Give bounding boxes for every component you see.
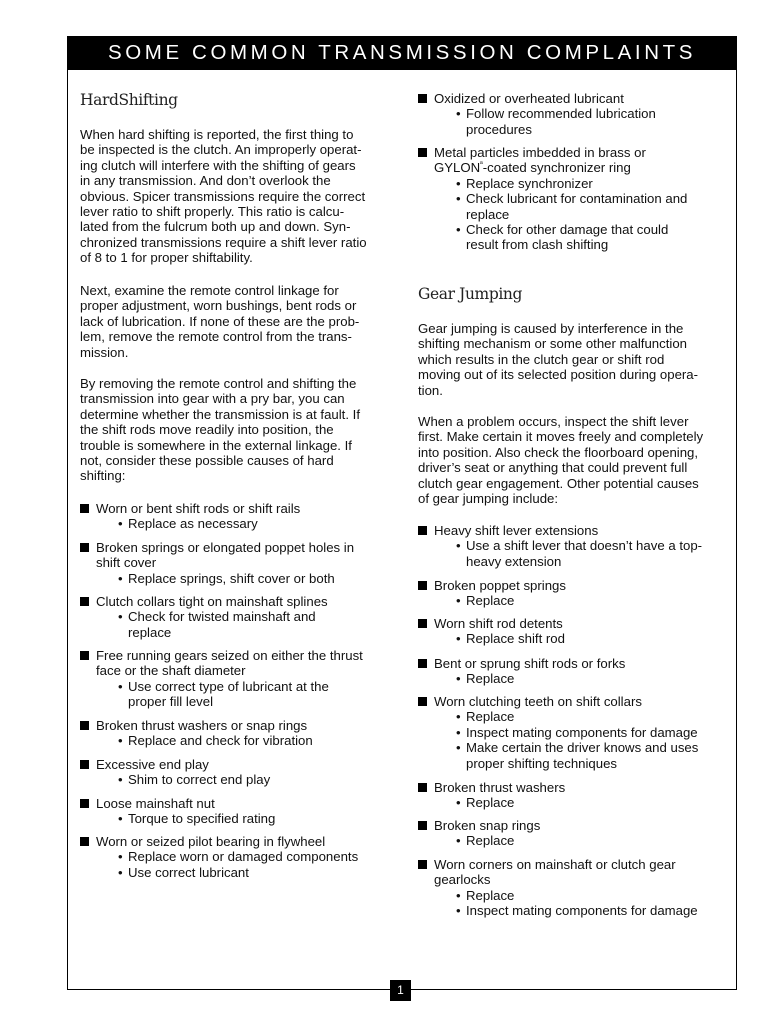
paragraph-line: into position. Also check the floorboard opening,: [418, 444, 699, 460]
paragraph-line: Gear jumping is caused by interference in the: [418, 321, 684, 336]
list-item-remedy-line: • Make certain the driver knows and uses: [466, 740, 699, 756]
list-item: [418, 616, 565, 647]
list-item-remedy-line: • Check for twisted mainshaft and: [128, 609, 316, 625]
list-item-remedy-line: heavy extension: [466, 553, 562, 569]
list-item-title-line: Worn clutching teeth on shift collars: [434, 694, 642, 709]
list-item-title-line: Broken poppet springs: [434, 578, 566, 593]
list-item-title: [96, 834, 358, 849]
list-item-title-line: Worn or bent shift rods or shift rails: [96, 501, 301, 516]
list-item-remedy: [456, 631, 565, 646]
list-item-title: [96, 594, 328, 609]
paragraph-line: shifting mechanism or some other malfunction: [418, 336, 687, 352]
list-item-remedy: [118, 571, 354, 586]
square-bullet-icon: [418, 581, 427, 590]
list-item-remedy-line: result from clash shifting: [466, 237, 609, 253]
list-item-title: [434, 523, 702, 538]
list-item-title-line: Worn shift rod detents: [434, 616, 563, 631]
paragraph-line: When a problem occurs, inspect the shift lever: [418, 414, 689, 429]
list-item-title-line: Broken thrust washers: [434, 780, 566, 795]
list-item-title-line: $GYLON^ª$-coated synchronizer ring: [434, 160, 631, 176]
list-item-remedy: [456, 725, 698, 740]
paragraph-line: in any transmission. And don’t overlook the: [80, 173, 331, 189]
list-item-remedy-line: • Inspect mating components for damage: [466, 903, 698, 919]
list-item-title: [434, 578, 566, 593]
list-item-remedy-line: • Torque to specified rating: [128, 811, 276, 827]
paragraph: [80, 376, 360, 484]
paragraph-line: lack of lubrication. If none of these are the prob-: [80, 313, 360, 329]
list-item-title-line: Oxidized or overheated lubricant: [434, 91, 624, 106]
list-item-remedy: [456, 593, 566, 608]
list-item: [418, 145, 687, 253]
list-item-remedy: [456, 222, 687, 253]
paragraph-line: determine whether the transmission is at fault. If: [80, 406, 360, 422]
square-bullet-icon: [418, 94, 427, 103]
list-item-remedy-line: • Replace: [466, 833, 515, 849]
list-item: [80, 540, 354, 586]
list-item-remedy: [118, 609, 328, 640]
list-item: [80, 834, 358, 880]
list-item-title: [96, 501, 300, 516]
paragraph-line: When hard shifting is reported, the first thing to: [80, 127, 354, 142]
list-item-remedy-line: • Replace: [466, 709, 515, 725]
paragraph-line: chronized transmissions require a shift lever ratio: [80, 234, 367, 250]
list-item-remedy: [456, 833, 540, 848]
list-item-title: [96, 796, 275, 811]
list-item-remedy-line: • Replace: [466, 887, 515, 903]
list-item-remedy: [118, 772, 270, 787]
paragraph: [80, 127, 367, 266]
paragraph: [418, 414, 703, 506]
list-item-remedy: [118, 516, 300, 531]
square-bullet-icon: [80, 799, 89, 808]
square-bullet-icon: [80, 504, 89, 513]
square-bullet-icon: [80, 543, 89, 552]
list-item: [80, 796, 275, 827]
paragraph-line: lever ratio to shift properly. This ratio is calcu-: [80, 204, 345, 220]
list-item-remedy: [118, 811, 275, 826]
list-item: [80, 718, 313, 749]
list-item-remedy-line: replace: [128, 624, 172, 640]
list-item: [418, 780, 565, 811]
paragraph-line: of 8 to 1 for proper shiftability.: [80, 250, 253, 266]
square-bullet-icon: [80, 837, 89, 846]
page-title: SOME COMMON TRANSMISSION COMPLAINTS: [67, 36, 737, 70]
square-bullet-icon: [418, 659, 427, 668]
paragraph: [80, 283, 359, 360]
section-heading-gear-jumping: Gear Jumping: [418, 285, 523, 303]
paragraph-line: the shift rods move readily into position, the: [80, 422, 334, 438]
list-item-remedy: [118, 865, 358, 880]
list-item-remedy-line: • Replace: [466, 593, 515, 609]
square-bullet-icon: [418, 821, 427, 830]
list-item-remedy-line: • Replace: [466, 671, 515, 687]
paragraph-line: be inspected is the clutch. An improperly operat-: [80, 142, 362, 158]
list-item-remedy: [456, 740, 698, 771]
list-item: [80, 757, 270, 788]
paragraph-line: By removing the remote control and shifting the: [80, 376, 357, 391]
paragraph-line: which results in the clutch gear or shift rod: [418, 351, 665, 367]
list-item-remedy: [118, 849, 358, 864]
square-bullet-icon: [80, 760, 89, 769]
paragraph-line: obvious. Spicer transmissions require the correct: [80, 188, 366, 204]
paragraph-line: first. Make certain it moves freely and completely: [418, 429, 704, 445]
square-bullet-icon: [80, 651, 89, 660]
list-item-title-line: Broken snap rings: [434, 818, 541, 833]
list-item-remedy-line: • Inspect mating components for damage: [466, 724, 698, 740]
section-heading-hard-shifting: HardShifting: [80, 91, 178, 109]
list-item-remedy-line: • Use a shift lever that doesn’t have a top-: [466, 538, 703, 554]
list-item-remedy: [456, 176, 687, 191]
list-item-remedy-line: • Use correct type of lubricant at the: [128, 678, 329, 694]
paragraph-line: transmission into gear with a pry bar, you can: [80, 391, 345, 407]
paragraph-line: driver’s seat or anything that could prevent full: [418, 460, 688, 476]
paragraph-line: of gear jumping include:: [418, 491, 559, 507]
list-item-title-line: Heavy shift lever extensions: [434, 523, 599, 538]
list-item-remedy-line: • Shim to correct end play: [128, 772, 271, 788]
list-item-title-line: Broken springs or elongated poppet holes in: [96, 540, 355, 555]
list-item-title-line: Loose mainshaft nut: [96, 796, 215, 811]
list-item-remedy: [118, 679, 363, 710]
list-item-title: [96, 757, 270, 772]
list-item: [80, 648, 363, 710]
list-item-title: [434, 145, 687, 176]
list-item-remedy: [118, 733, 313, 748]
list-item-remedy-line: • Replace worn or damaged components: [128, 849, 359, 865]
list-item-remedy: [456, 903, 698, 918]
square-bullet-icon: [418, 783, 427, 792]
list-item-title-line: Free running gears seized on either the thrust: [96, 648, 363, 663]
list-item-remedy-line: • Replace synchronizer: [466, 175, 593, 191]
paragraph-line: moving out of its selected position during opera-: [418, 367, 699, 383]
list-item-title: [434, 857, 698, 888]
list-item: [418, 694, 698, 771]
list-item: [418, 818, 540, 849]
list-item-remedy-line: • Replace shift rod: [466, 631, 565, 647]
list-item-title-line: Excessive end play: [96, 757, 209, 772]
list-item-title: [434, 694, 698, 709]
paragraph: [418, 321, 698, 398]
list-item-remedy-line: replace: [466, 206, 510, 222]
square-bullet-icon: [80, 597, 89, 606]
paragraph-line: proper adjustment, worn bushings, bent rods or: [80, 298, 357, 314]
list-item-remedy: [456, 795, 565, 810]
list-item-title-line: face or the shaft diameter: [96, 663, 246, 679]
list-item: [418, 578, 566, 609]
list-item-remedy: [456, 538, 702, 569]
list-item-title-line: Bent or sprung shift rods or forks: [434, 656, 626, 671]
list-item-title-line: Broken thrust washers or snap rings: [96, 718, 308, 733]
paragraph-line: not, consider these possible causes of hard: [80, 453, 334, 469]
paragraph-line: Next, examine the remote control linkage for: [80, 283, 339, 298]
square-bullet-icon: [418, 619, 427, 628]
list-item-title-line: Metal particles imbedded in brass or: [434, 145, 646, 160]
list-item-remedy-line: • Use correct lubricant: [128, 864, 249, 880]
list-item-title: [96, 648, 363, 679]
list-item-remedy-line: procedures: [466, 121, 532, 137]
paragraph-line: lated from the fulcrum both up and down. Syn-: [80, 219, 351, 235]
list-item-remedy-line: • Replace as necessary: [128, 516, 258, 532]
list-item-remedy: [456, 671, 625, 686]
list-item-remedy: [456, 888, 698, 903]
list-item: [418, 857, 698, 919]
list-item-title-line: gearlocks: [434, 872, 491, 888]
list-item: [80, 594, 328, 640]
paragraph-line: mission.: [80, 344, 129, 360]
list-item-title: [434, 91, 656, 106]
list-item-title-line: Clutch collars tight on mainshaft splines: [96, 594, 328, 609]
square-bullet-icon: [418, 860, 427, 869]
list-item: [418, 523, 702, 569]
list-item-title: [96, 540, 354, 571]
list-item-remedy: [456, 106, 656, 137]
paragraph-line: lem, remove the remote control from the trans-: [80, 329, 352, 345]
list-item: [418, 656, 625, 687]
list-item-title-line: Worn corners on mainshaft or clutch gear: [434, 857, 676, 872]
list-item-remedy: [456, 191, 687, 222]
list-item-remedy-line: proper fill level: [128, 694, 214, 710]
list-item-remedy-line: • Follow recommended lubrication: [466, 106, 656, 122]
list-item-remedy: [456, 709, 698, 724]
paragraph-line: tion.: [418, 382, 443, 398]
list-item-title-line: Worn or seized pilot bearing in flywheel: [96, 834, 326, 849]
square-bullet-icon: [80, 721, 89, 730]
list-item: [418, 91, 656, 137]
list-item-remedy-line: • Replace and check for vibration: [128, 733, 313, 749]
list-item: [80, 501, 300, 532]
list-item-remedy-line: proper shifting techniques: [466, 755, 618, 771]
list-item-title-line: shift cover: [96, 555, 157, 571]
page-number: 1: [390, 980, 411, 1001]
list-item-remedy-line: • Check for other damage that could: [466, 222, 669, 238]
square-bullet-icon: [418, 148, 427, 157]
list-item-title: [434, 818, 540, 833]
list-item-title: [434, 616, 565, 631]
list-item-remedy-line: • Check lubricant for contamination and: [466, 191, 688, 207]
paragraph-line: trouble is somewhere in the external linkage. If: [80, 437, 352, 453]
list-item-remedy-line: • Replace: [466, 795, 515, 811]
paragraph-line: shifting:: [80, 468, 126, 484]
list-item-remedy-line: • Replace springs, shift cover or both: [128, 570, 335, 586]
paragraph-line: ing clutch will interfere with the shifting of gears: [80, 157, 356, 173]
square-bullet-icon: [418, 697, 427, 706]
list-item-title: [434, 656, 625, 671]
list-item-title: [434, 780, 565, 795]
paragraph-line: clutch gear engagement. Other potential causes: [418, 475, 699, 491]
square-bullet-icon: [418, 526, 427, 535]
list-item-title: [96, 718, 313, 733]
